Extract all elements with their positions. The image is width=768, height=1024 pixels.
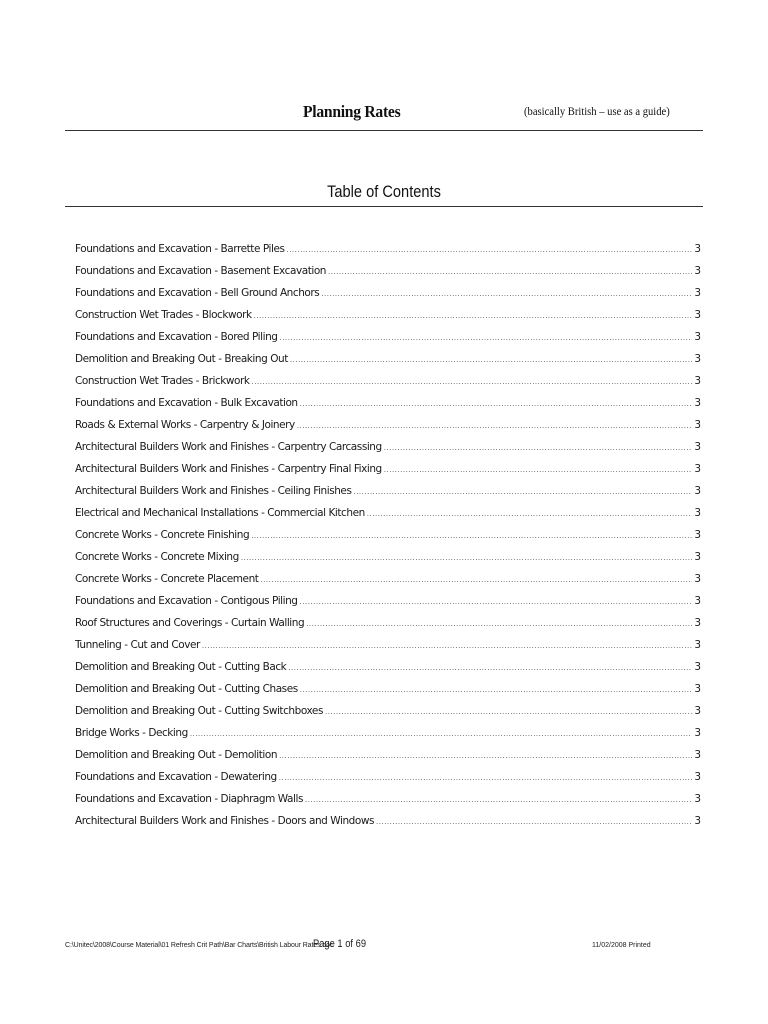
toc-dot-leader	[325, 701, 692, 723]
toc-entry-title[interactable]: Bridge Works - Decking	[75, 727, 188, 739]
toc-dot-leader	[279, 767, 693, 789]
toc-entry-title[interactable]: Foundations and Excavation - Diaphragm Walls	[75, 793, 303, 805]
toc-entry-title[interactable]: Foundations and Excavation - Dewatering	[75, 771, 277, 783]
toc-entry-title[interactable]: Tunneling - Cut and Cover	[75, 639, 200, 651]
toc-entry[interactable]	[75, 260, 701, 282]
toc-entry[interactable]	[75, 238, 701, 260]
toc-entry[interactable]	[75, 326, 701, 348]
toc-entry[interactable]	[75, 744, 701, 766]
toc-dot-leader	[290, 349, 692, 371]
toc-dot-leader	[300, 393, 693, 415]
toc-dot-leader	[353, 481, 692, 503]
toc-entry-page[interactable]: 3	[694, 617, 701, 629]
footer-page-number: Page 1 of 69	[313, 938, 367, 950]
toc-entry[interactable]	[75, 590, 701, 612]
toc-dot-leader	[241, 547, 692, 569]
toc-entry-page[interactable]: 3	[694, 705, 701, 717]
toc-entry-title[interactable]: Architectural Builders Work and Finishes - Carpentry Carcassing	[75, 441, 382, 453]
toc-entry[interactable]	[75, 414, 701, 436]
toc-entry[interactable]	[75, 678, 701, 700]
toc-entry-page[interactable]: 3	[694, 573, 701, 585]
toc-entry[interactable]	[75, 766, 701, 788]
toc-entry[interactable]	[75, 634, 701, 656]
toc-entry-title[interactable]: Concrete Works - Concrete Finishing	[75, 529, 250, 541]
toc-entry-page[interactable]: 3	[694, 353, 701, 365]
toc-entry[interactable]	[75, 282, 701, 304]
toc-entry-title[interactable]: Foundations and Excavation - Contigous Piling	[75, 595, 298, 607]
toc-entry-page[interactable]: 3	[694, 287, 701, 299]
toc-entry-title[interactable]: Roof Structures and Coverings - Curtain Walling	[75, 617, 305, 629]
toc-entry-title[interactable]: Architectural Builders Work and Finishes - Ceiling Finishes	[75, 485, 352, 497]
toc-dot-leader	[384, 437, 693, 459]
toc-dot-leader	[260, 569, 692, 591]
toc-dot-leader	[202, 635, 692, 657]
toc-entry-page[interactable]: 3	[694, 375, 701, 387]
toc-entry[interactable]	[75, 656, 701, 678]
toc-dot-leader	[254, 305, 693, 327]
toc-entry-title[interactable]: Demolition and Breaking Out - Breaking Out	[75, 353, 288, 365]
toc-entry-page[interactable]: 3	[694, 661, 701, 673]
toc-dot-leader	[367, 503, 693, 525]
toc-entry-title[interactable]: Foundations and Excavation - Bell Ground Anchors	[75, 287, 320, 299]
toc-entry-page[interactable]: 3	[694, 243, 701, 255]
toc-dot-leader	[288, 657, 692, 679]
toc-entry-page[interactable]: 3	[694, 727, 701, 739]
toc-entry-title[interactable]: Demolition and Breaking Out - Demolition	[75, 749, 278, 761]
toc-entry-page[interactable]: 3	[694, 551, 701, 563]
toc-dot-leader	[286, 239, 692, 261]
toc-entry-title[interactable]: Foundations and Excavation - Bored Piling	[75, 331, 278, 343]
toc-entry-title[interactable]: Demolition and Breaking Out - Cutting Switchboxes	[75, 705, 323, 717]
toc-entry-page[interactable]: 3	[694, 507, 701, 519]
toc-entry-page[interactable]: 3	[694, 749, 701, 761]
toc-dot-leader	[297, 415, 693, 437]
toc-entry-title[interactable]: Roads & External Works - Carpentry & Joinery	[75, 419, 295, 431]
page-header	[0, 100, 768, 126]
toc-entry-page[interactable]: 3	[694, 771, 701, 783]
toc-entry-title[interactable]: Demolition and Breaking Out - Cutting Chases	[75, 683, 298, 695]
toc-entry[interactable]	[75, 502, 701, 524]
toc-entry-page[interactable]: 3	[694, 397, 701, 409]
toc-entry[interactable]	[75, 546, 701, 568]
toc-dot-leader	[251, 525, 692, 547]
toc-entry-page[interactable]: 3	[694, 639, 701, 651]
toc-entry[interactable]	[75, 788, 701, 810]
toc-dot-leader	[376, 811, 692, 833]
toc-entry-page[interactable]: 3	[694, 485, 701, 497]
toc-dot-leader	[190, 723, 692, 745]
toc-entry-title[interactable]: Foundations and Excavation - Basement Excavation	[75, 265, 327, 277]
toc-entry[interactable]	[75, 700, 701, 722]
toc-dot-leader	[384, 459, 693, 481]
toc-dot-leader	[305, 789, 692, 811]
toc-entry-page[interactable]: 3	[694, 463, 701, 475]
toc-heading-rule	[65, 206, 703, 207]
toc-entry[interactable]	[75, 392, 701, 414]
toc-entry-title[interactable]: Foundations and Excavation - Bulk Excavation	[75, 397, 298, 409]
toc-entry-page[interactable]: 3	[694, 815, 701, 827]
toc-entry-title[interactable]: Foundations and Excavation - Barrette Piles	[75, 243, 285, 255]
toc-dot-leader	[306, 613, 692, 635]
toc-entry-page[interactable]: 3	[694, 419, 701, 431]
toc-entry[interactable]	[75, 810, 701, 832]
toc-entry-page[interactable]: 3	[694, 595, 701, 607]
toc-dot-leader	[328, 261, 692, 283]
toc-entry-page[interactable]: 3	[694, 683, 701, 695]
toc-entry[interactable]	[75, 480, 701, 502]
page-footer	[0, 938, 768, 958]
toc-dot-leader	[280, 327, 693, 349]
toc-dot-leader	[300, 591, 693, 613]
toc-entry-page[interactable]: 3	[694, 529, 701, 541]
toc-entry-page[interactable]: 3	[694, 309, 701, 321]
footer-file-path: C:\Unitec\2008\Course Material\01 Refresh Crit Path\Bar Charts\British Labour Rates.doc	[65, 942, 334, 949]
toc-entry[interactable]	[75, 612, 701, 634]
footer-print-date: 11/02/2008 Printed	[592, 942, 651, 949]
document-title: Planning Rates	[303, 102, 401, 121]
toc-entry[interactable]	[75, 722, 701, 744]
toc-entry-title[interactable]: Construction Wet Trades - Blockwork	[75, 309, 252, 321]
toc-entry-page[interactable]: 3	[694, 265, 701, 277]
toc-entry-title[interactable]: Demolition and Breaking Out - Cutting Back	[75, 661, 287, 673]
toc-entry[interactable]	[75, 304, 701, 326]
toc-dot-leader	[321, 283, 692, 305]
toc-entry[interactable]	[75, 370, 701, 392]
toc-entry-title[interactable]: Electrical and Mechanical Installations - Commercial Kitchen	[75, 507, 365, 519]
toc-entry-title[interactable]: Architectural Builders Work and Finishes - Carpentry Final Fixing	[75, 463, 382, 475]
toc-entry-page[interactable]: 3	[694, 793, 701, 805]
toc-entry-title[interactable]: Concrete Works - Concrete Placement	[75, 573, 259, 585]
toc-entry-page[interactable]: 3	[694, 441, 701, 453]
toc-dot-leader	[300, 679, 693, 701]
toc-entry[interactable]	[75, 524, 701, 546]
toc-entry-page[interactable]: 3	[694, 331, 701, 343]
toc-entry[interactable]	[75, 348, 701, 370]
toc-dot-leader	[279, 745, 692, 767]
toc-entry[interactable]	[75, 458, 701, 480]
table-of-contents	[75, 238, 701, 832]
toc-heading: Table of Contents	[327, 182, 441, 201]
document-subtitle: (basically British – use as a guide)	[524, 106, 670, 118]
toc-entry-title[interactable]: Construction Wet Trades - Brickwork	[75, 375, 250, 387]
header-rule	[65, 130, 703, 131]
toc-entry[interactable]	[75, 436, 701, 458]
toc-dot-leader	[252, 371, 693, 393]
toc-entry-title[interactable]: Architectural Builders Work and Finishes - Doors and Windows	[75, 815, 375, 827]
toc-entry[interactable]	[75, 568, 701, 590]
toc-entry-title[interactable]: Concrete Works - Concrete Mixing	[75, 551, 239, 563]
